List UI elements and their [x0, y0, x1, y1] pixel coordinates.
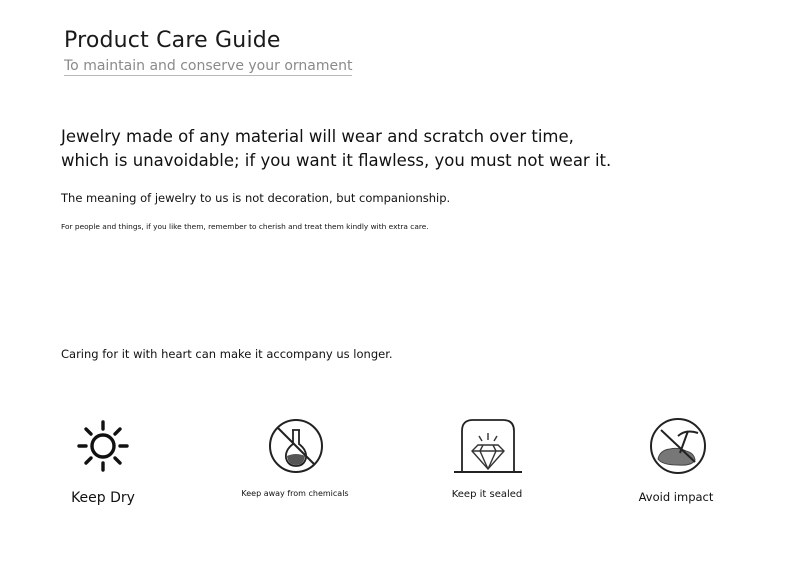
sun-icon — [72, 418, 134, 474]
care-label-keep-dry: Keep Dry — [71, 490, 135, 506]
sealed-diamond-icon — [452, 417, 524, 475]
meaning-text: The meaning of jewelry to us is not decoration, but companionship. — [61, 191, 451, 205]
caring-text: Caring for it with heart can make it accompany us longer. — [61, 347, 393, 361]
page-title: Product Care Guide — [64, 28, 281, 53]
care-label-sealed: Keep it sealed — [451, 489, 523, 500]
page-subtitle: To maintain and conserve your ornament — [64, 58, 353, 74]
no-impact-icon — [648, 417, 710, 475]
care-label-chemicals: Keep away from chemicals — [241, 489, 349, 498]
lead-paragraph: Jewelry made of any material will wear and scratch over time, which is unavoidable; if you want it flawless, you must not wear it. — [61, 127, 612, 170]
care-note-text: For people and things, if you like them, remember to cherish and treat them kindly with extra care. — [61, 222, 429, 231]
care-label-impact: Avoid impact — [638, 490, 714, 504]
no-chemicals-icon — [266, 417, 326, 475]
